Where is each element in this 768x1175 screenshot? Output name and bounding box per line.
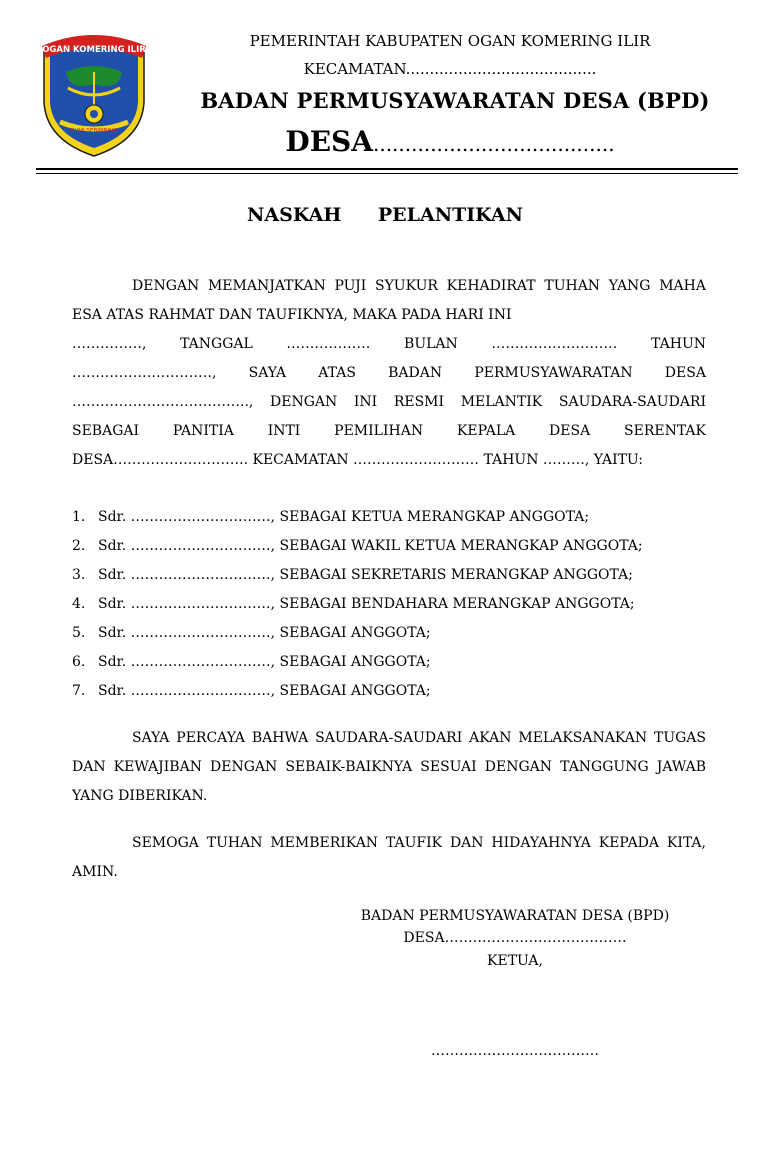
- intro-word: DESA: [664, 365, 706, 381]
- list-item: [72, 532, 732, 561]
- prayer-paragraph: [72, 829, 706, 887]
- header-divider-thin: [36, 173, 738, 174]
- list-text: Sdr. …………………………, SEBAGAI ANGGOTA;: [98, 683, 431, 699]
- header-desa-dots: ......................................: [372, 132, 615, 156]
- list-number: 1.: [72, 509, 86, 525]
- list-item: [72, 503, 732, 532]
- list-number: 2.: [72, 538, 86, 554]
- intro-row-saya: [72, 359, 706, 388]
- signature-desa: DESA…………………………………: [403, 930, 627, 946]
- list-number: 7.: [72, 683, 86, 699]
- intro-word: ……………,: [72, 336, 147, 352]
- list-item: [72, 677, 732, 706]
- header-government: PEMERINTAH KABUPATEN OGAN KOMERING ILIR: [249, 32, 651, 50]
- emblem-text-bottom: BUMI SEBIMBING: [70, 128, 118, 134]
- member-list: [72, 503, 732, 706]
- header-desa-label: DESA: [285, 125, 373, 158]
- list-item: [72, 619, 732, 648]
- list-item: [72, 561, 732, 590]
- list-number: 3.: [72, 567, 86, 583]
- list-number: 4.: [72, 596, 86, 612]
- intro-word: ATAS: [318, 365, 356, 381]
- list-text: Sdr. …………………………, SEBAGAI WAKIL KETUA MERANGKAP ANGGOTA;: [98, 538, 643, 554]
- intro-word: TAHUN: [651, 336, 706, 352]
- intro-word: BULAN: [404, 336, 458, 352]
- intro-word: ………………………: [491, 336, 618, 352]
- signature-role: KETUA,: [487, 953, 543, 969]
- header-divider-thick: [36, 168, 738, 170]
- intro-text-1: DENGAN MEMANJATKAN PUJI SYUKUR KEHADIRAT TUHAN YANG MAHA ESA ATAS RAHMAT DAN TAUFIKNYA, MAKA PADA HARI INI: [72, 278, 706, 323]
- list-text: Sdr. …………………………, SEBAGAI KETUA MERANGKAP ANGGOTA;: [98, 509, 590, 525]
- intro-word: …………………………,: [72, 365, 217, 381]
- trust-text: SAYA PERCAYA BAHWA SAUDARA-SAUDARI AKAN MELAKSANAKAN TUGAS DAN KEWAJIBAN DENGAN SEBAIK-BAIKNYA SESUAI DENGAN TANGGUNG JAWAB YANG DIBERIKAN.: [72, 730, 706, 804]
- header-bpd: BADAN PERMUSYAWARATAN DESA (BPD): [200, 88, 710, 113]
- list-text: Sdr. …………………………, SEBAGAI BENDAHARA MERANGKAP ANGGOTA;: [98, 596, 635, 612]
- header-desa: [210, 125, 690, 158]
- intro-word: TANGGAL: [180, 336, 253, 352]
- intro-paragraph: [72, 272, 706, 475]
- list-item: [72, 590, 732, 619]
- intro-word: SAYA: [248, 365, 287, 381]
- signature-org: BADAN PERMUSYAWARATAN DESA (BPD): [360, 908, 670, 924]
- intro-last-line: DESA……………………….. KECAMATAN ……………………… TAHUN ………, YAITU:: [72, 452, 643, 468]
- list-number: 6.: [72, 654, 86, 670]
- document-title: NASKAH PELANTIKAN: [247, 204, 523, 226]
- emblem-text-top: OGAN KOMERING ILIR: [42, 45, 146, 55]
- list-number: 5.: [72, 625, 86, 641]
- trust-paragraph: [72, 724, 706, 811]
- list-item: [72, 648, 732, 677]
- regency-emblem: [38, 32, 150, 158]
- intro-word: ………………: [286, 336, 371, 352]
- prayer-text: SEMOGA TUHAN MEMBERIKAN TAUFIK DAN HIDAYAHNYA KEPADA KITA, AMIN.: [72, 835, 706, 880]
- intro-row-tanggal: [72, 330, 706, 359]
- list-text: Sdr. …………………………, SEBAGAI ANGGOTA;: [98, 654, 431, 670]
- header-kecamatan: KECAMATAN........................................: [303, 60, 597, 78]
- signature-name-line: ………………………………: [431, 1043, 599, 1059]
- intro-word: BADAN: [388, 365, 443, 381]
- list-text: Sdr. …………………………, SEBAGAI SEKRETARIS MERANGKAP ANGGOTA;: [98, 567, 633, 583]
- intro-word: PERMUSYAWARATAN: [474, 365, 633, 381]
- list-text: Sdr. …………………………, SEBAGAI ANGGOTA;: [98, 625, 431, 641]
- intro-text-2: ……………………………….., DENGAN INI RESMI MELANTIK SAUDARA-SAUDARI SEBAGAI PANITIA INTI PEMILIHAN KEPALA DESA SERENTAK: [72, 394, 706, 439]
